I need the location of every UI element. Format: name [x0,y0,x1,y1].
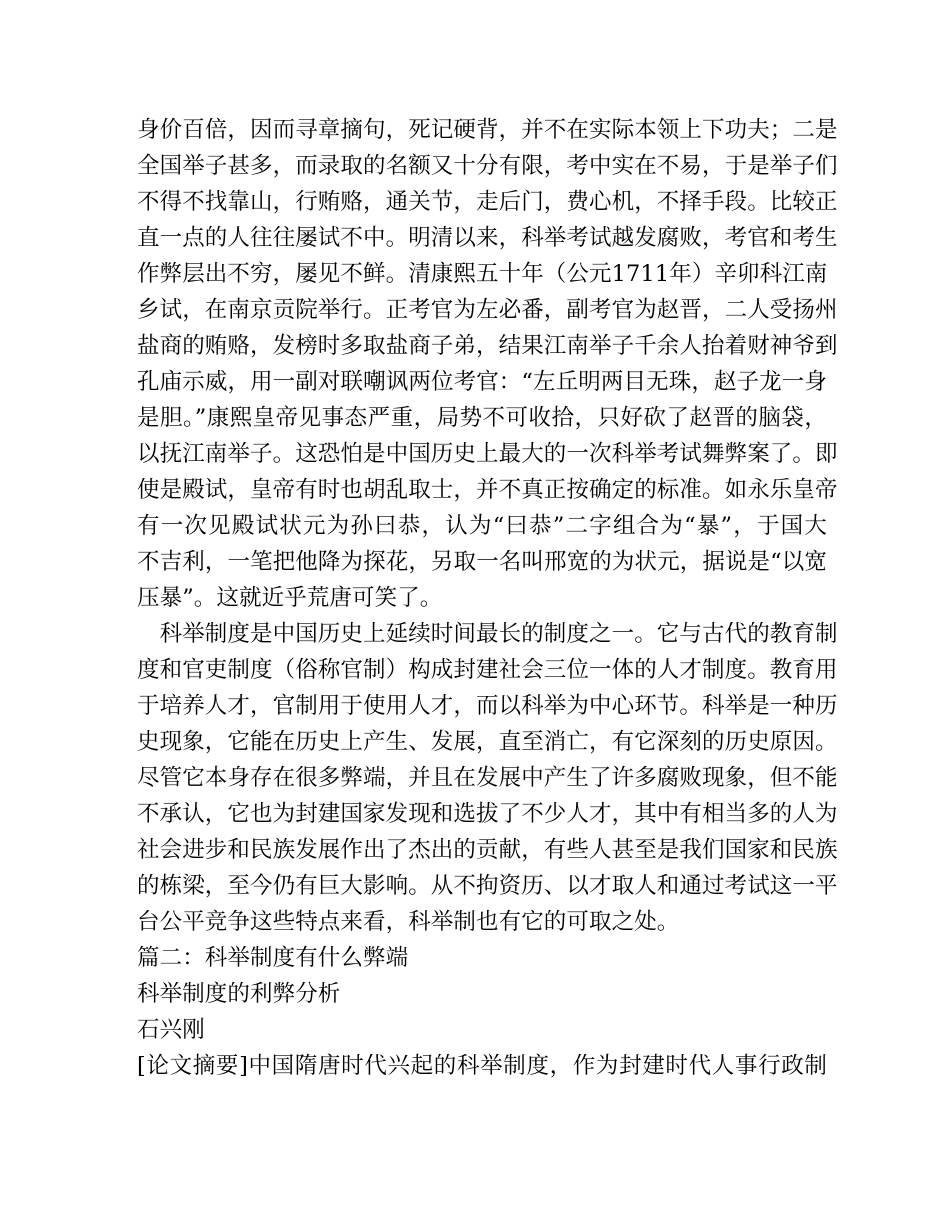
section-heading: 篇二：科举制度有什么弊端 [137,945,409,971]
text-line-15: 科举制度是中国历史上延续时间最长的制度之一。它与古代的教育制 [137,621,838,647]
text-line-19: 尽管它本身存在很多弊端，并且在发展中产生了许多腐败现象，但不能 [137,765,838,791]
text-line-12: 有一次见殿试状元为孙曰恭，认为“曰恭”二字组合为“暴”，于国大 [137,513,827,539]
text-line-22: 的栋梁，至今仍有巨大影响。从不拘资历、以才取人和通过考试这一平 [137,873,838,899]
text-line-14: 压暴”。这就近乎荒唐可笑了。 [137,585,443,611]
text-line-17: 于培养人才，官制用于使用人才，而以科举为中心环节。科举是一种历 [137,693,838,719]
text-line-10: 以抚江南举子。这恐怕是中国历史上最大的一次科举考试舞弊案了。即 [137,441,838,467]
text-line-21: 社会进步和民族发展作出了杰出的贡献，有些人甚至是我们国家和民族 [137,837,838,863]
text-line-5: 作弊层出不穷，屡见不鲜。清康熙五十年（公元1711年）辛卯科江南 [137,261,828,287]
text-line-7: 盐商的贿赂，发榜时多取盐商子弟，结果江南举子千余人抬着财神爷到 [137,333,838,359]
text-line-4: 直一点的人往往屡试不中。明清以来，科举考试越发腐败，考官和考生 [137,225,838,251]
text-line-23: 台公平竞争这些特点来看，科举制也有它的可取之处。 [137,909,680,935]
text-line-2: 全国举子甚多，而录取的名额又十分有限，考中实在不易，于是举子们 [137,153,838,179]
text-line-1: 身价百倍，因而寻章摘句，死记硬背，并不在实际本领上下功夫；二是 [137,117,838,143]
text-line-16: 度和官吏制度（俗称官制）构成封建社会三位一体的人才制度。教育用 [137,657,838,683]
article-title: 科举制度的利弊分析 [137,981,341,1007]
text-line-20: 不承认，它也为封建国家发现和选拔了不少人才，其中有相当多的人为 [137,801,838,827]
article-abstract-line: [论文摘要]中国隋唐时代兴起的科举制度，作为封建时代人事行政制 [137,1053,827,1079]
text-line-13: 不吉利，一笔把他降为探花，另取一名叫邢宽的为状元，据说是“以宽 [137,549,827,575]
article-author: 石兴刚 [137,1017,205,1043]
text-line-8: 孔庙示威，用一副对联嘲讽两位考官：“左丘明两目无珠，赵子龙一身 [137,369,827,395]
text-line-3: 不得不找靠山，行贿赂，通关节，走后门，费心机，不择手段。比较正 [137,189,838,215]
text-line-6: 乡试，在南京贡院举行。正考官为左必番，副考官为赵晋，二人受扬州 [137,297,838,323]
text-line-9: 是胆。”康熙皇帝见事态严重，局势不可收拾，只好砍了赵晋的脑袋， [137,405,827,431]
text-line-18: 史现象，它能在历史上产生、发展，直至消亡，有它深刻的历史原因。 [137,729,838,755]
text-line-11: 使是殿试，皇帝有时也胡乱取士，并不真正按确定的标准。如永乐皇帝 [137,477,838,503]
